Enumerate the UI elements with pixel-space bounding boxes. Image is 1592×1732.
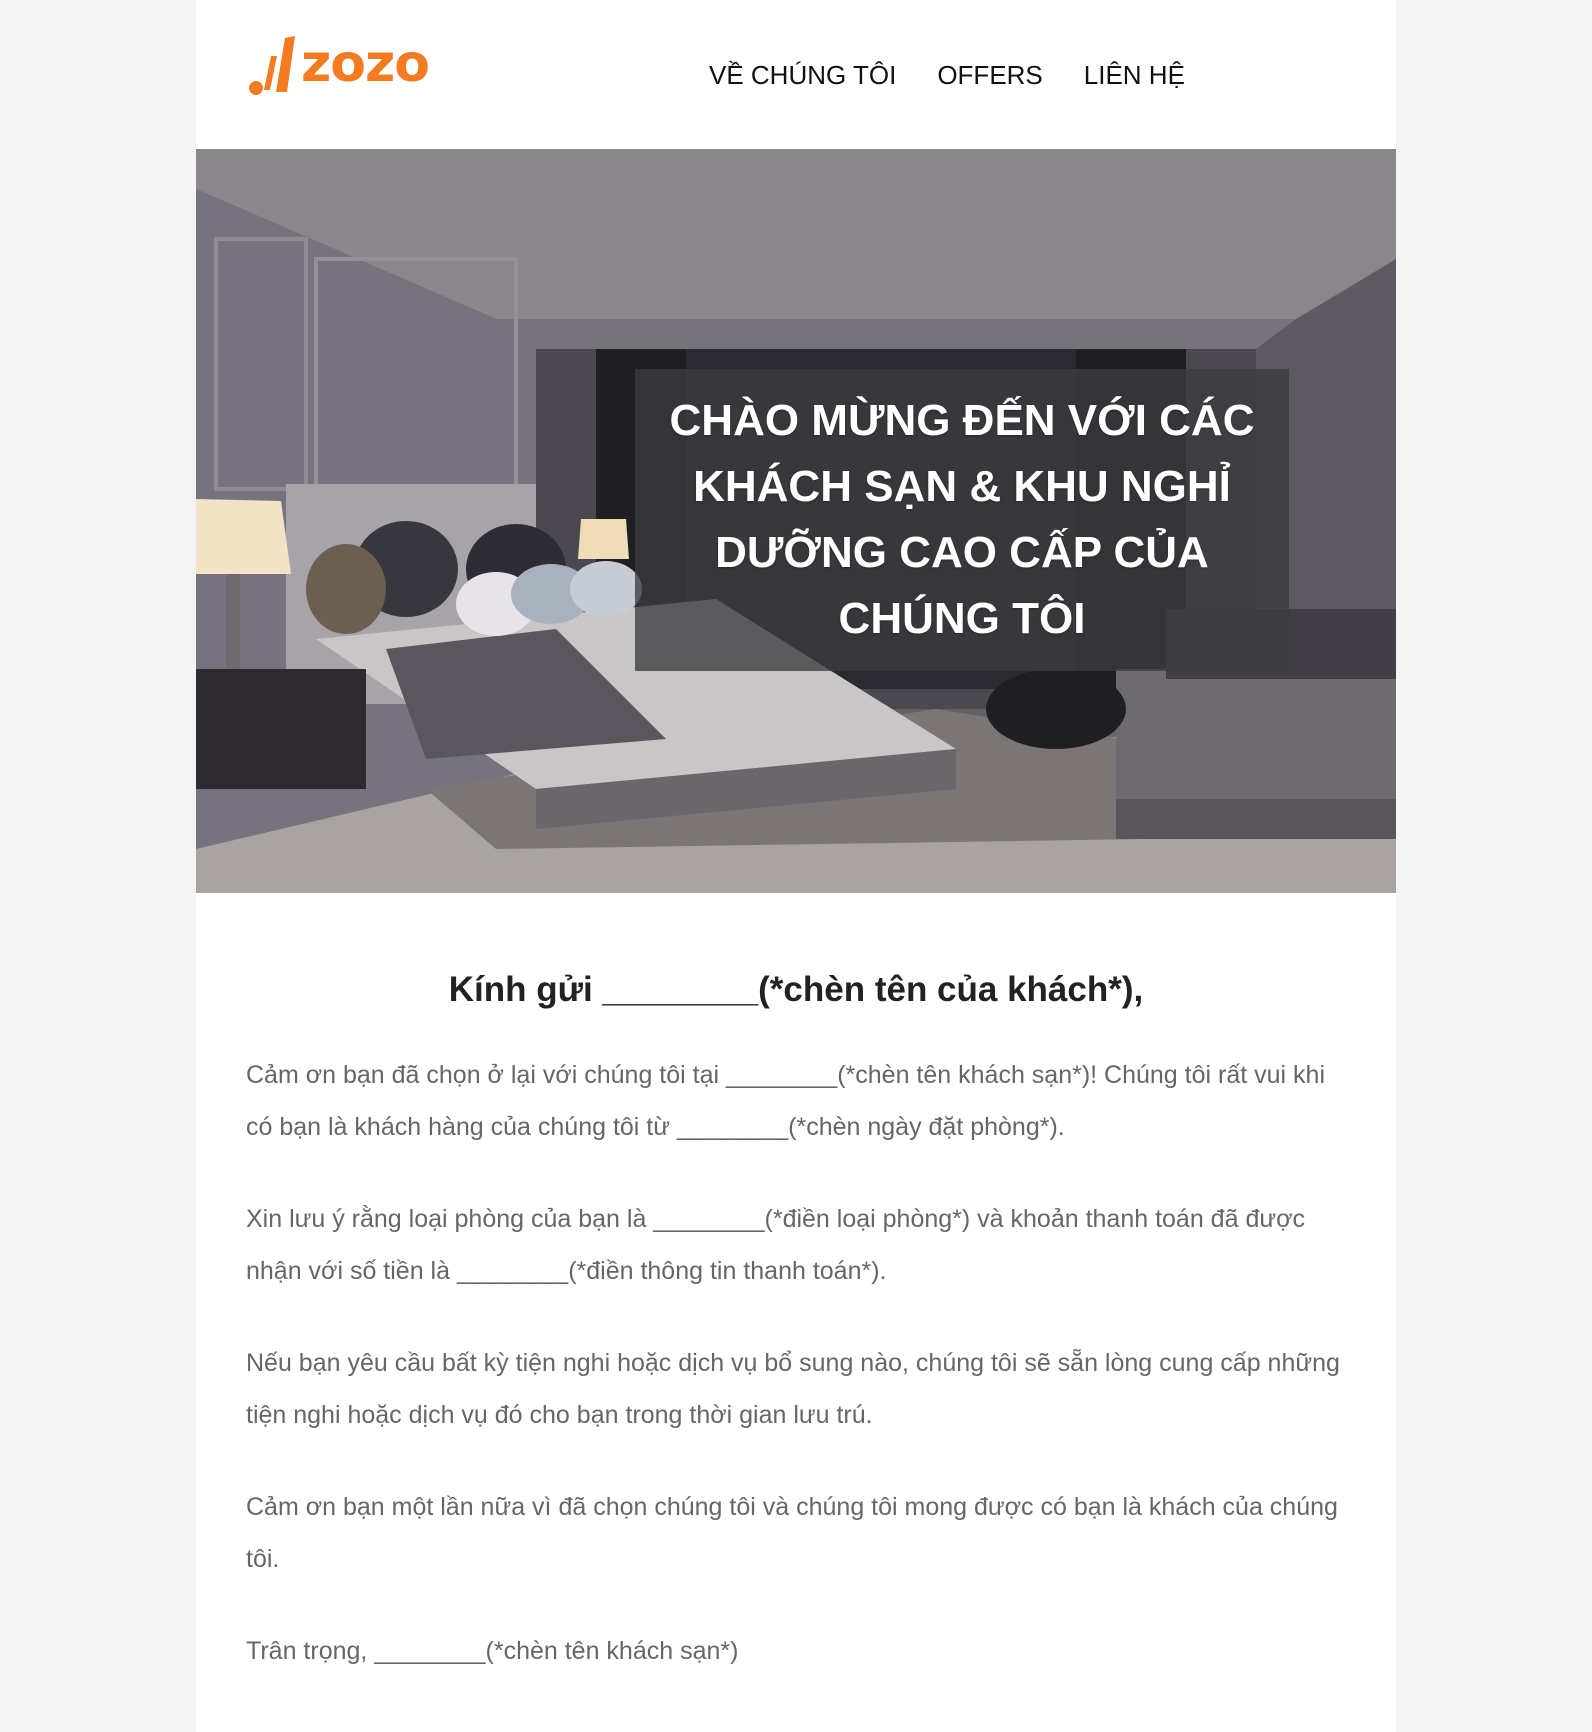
paragraph-room-payment: Xin lưu ý rằng loại phòng của bạn là ________(*điền loại phòng*) và khoản thanh toán đã được nhận với số tiền là ________(*điền thông tin thanh toán*). bbox=[246, 1205, 1305, 1285]
brand-logo-text: zozo bbox=[301, 34, 429, 94]
nav-offers[interactable]: OFFERS bbox=[937, 60, 1043, 90]
signature: Trân trọng, ________(*chèn tên khách sạn*) bbox=[246, 1637, 739, 1665]
zozo-logo-icon bbox=[245, 32, 297, 96]
greeting: Kính gửi ________(*chèn tên của khách*), bbox=[448, 970, 1144, 1009]
paragraph-closing: Cảm ơn bạn một lần nữa vì đã chọn chúng tôi và chúng tôi mong được có bạn là khách của chúng tôi. bbox=[246, 1493, 1338, 1573]
paragraph-thanks: Cảm ơn bạn đã chọn ở lại với chúng tôi tại ________(*chèn tên khách sạn*)! Chúng tôi rất vui khi có bạn là khách hàng của chúng tôi từ ________(*chèn ngày đặt phòng*). bbox=[246, 1061, 1325, 1141]
hero-title: CHÀO MỪNG ĐẾN VỚI CÁC KHÁCH SẠN & KHU NGHỈ DƯỠNG CAO CẤP CỦA CHÚNG TÔI bbox=[669, 396, 1255, 643]
email-container bbox=[196, 0, 1396, 1732]
email-header bbox=[196, 0, 1396, 149]
paragraph-amenities: Nếu bạn yêu cầu bất kỳ tiện nghi hoặc dịch vụ bổ sung nào, chúng tôi sẽ sẵn lòng cung cấp những tiện nghi hoặc dịch vụ đó cho bạn trong thời gian lưu trú. bbox=[246, 1349, 1340, 1429]
main-nav bbox=[709, 59, 1185, 91]
nav-about[interactable]: VỀ CHÚNG TÔI bbox=[709, 60, 897, 90]
hero-banner bbox=[196, 149, 1396, 893]
brand-logo[interactable] bbox=[245, 32, 429, 96]
nav-contact[interactable]: LIÊN HỆ bbox=[1083, 60, 1185, 90]
